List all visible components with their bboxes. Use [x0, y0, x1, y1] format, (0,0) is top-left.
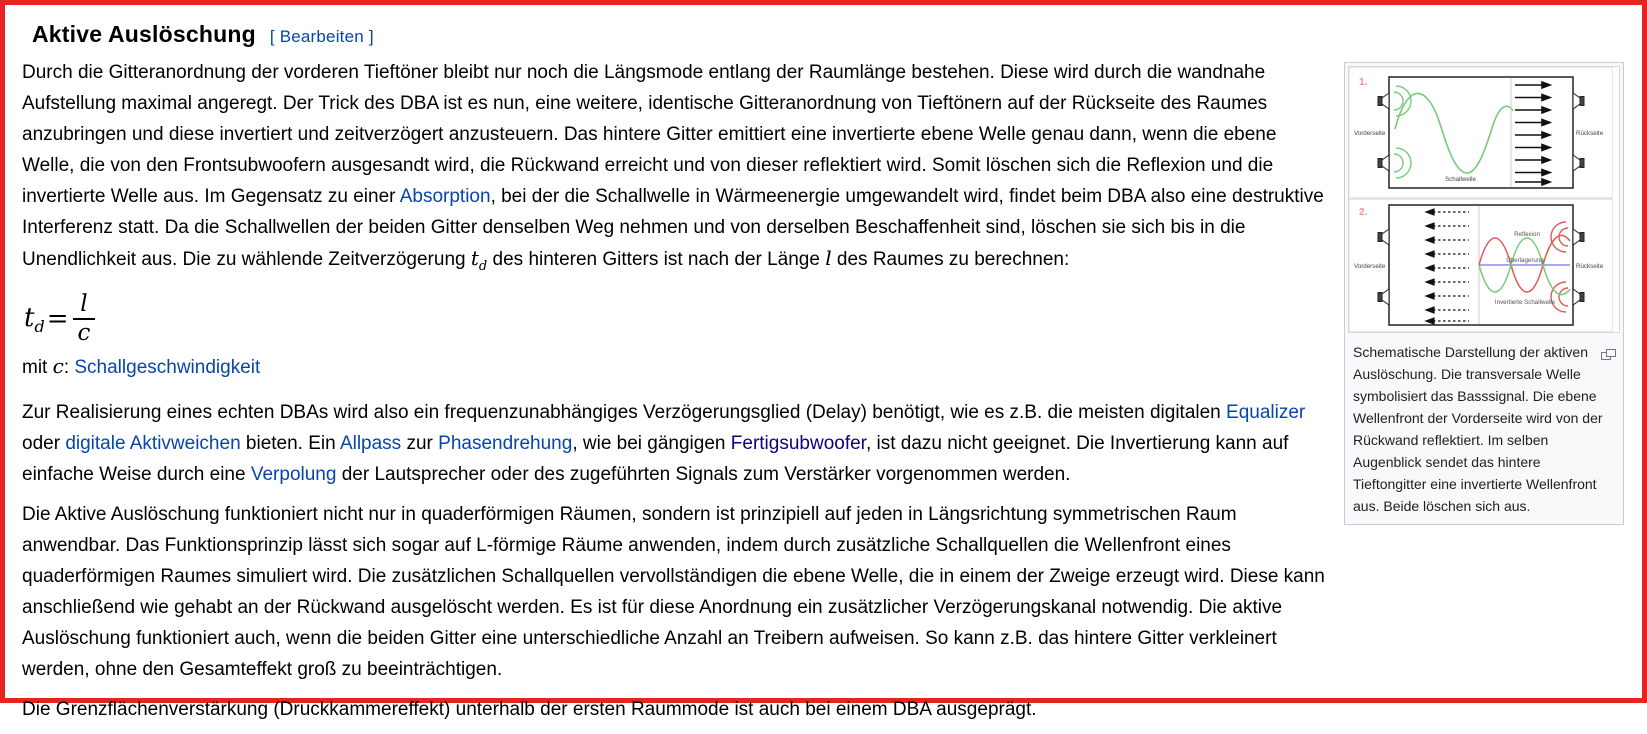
text-run: des Raumes zu berechnen:: [831, 249, 1070, 270]
diagram1-back-label: Rückseite: [1576, 130, 1604, 137]
edit-section-link[interactable]: [ Bearbeiten ]: [269, 27, 374, 46]
diagram1-number: 1.: [1359, 77, 1368, 88]
paragraph-raumformen: [22, 499, 1338, 685]
thumbnail-frame: [1344, 62, 1624, 525]
text-run: bieten. Ein: [240, 432, 340, 454]
math-variable: l: [825, 246, 832, 270]
inline-link[interactable]: Equalizer: [1226, 401, 1306, 423]
diagram2-back-label: Rückseite: [1576, 263, 1604, 270]
diagram2-reflection-label: Reflexion: [1514, 231, 1540, 238]
text-run: :: [63, 356, 75, 378]
diagram1-wave-label: Schallwelle: [1445, 176, 1476, 183]
section-heading-text: Aktive Auslöschung: [32, 21, 256, 47]
formula-legend: [22, 351, 1338, 383]
diagram2-overlay-label: Überlagerung: [1506, 257, 1544, 264]
thumbnail-caption: [1348, 333, 1620, 521]
math-formula: [24, 292, 1328, 347]
section-heading: [32, 21, 1624, 48]
diagram-1: [1349, 67, 1613, 198]
diagram2-front-label: Vorderseite: [1354, 263, 1386, 270]
thumbnail-caption-text: Schematische Darstellung der aktiven Auslöschung. Die transversale Welle symbolisiert das Basssignal. Die ebene Wellenfront der Vorderseite wird von der Rückwand reflektiert. Im selben Augenblick sendet das hintere Tieftongitter eine invertierte Wellenfront aus. Beide löschen sich aus.: [1353, 344, 1603, 514]
text-run: , bei der die Schallwelle in Wärmeenergie umgewandelt wird, findet beim DBA also eine destruktive Interferenz statt. Da die Schallwellen der beiden Gitter denselben Weg nehmen und von derselben Beschaffenheit sind, löschen sie sich bis in die Unendlichkeit aus. Die zu wählende Zeitverzögerung: [22, 186, 1324, 270]
text-run: Durch die Gitteranordnung der vorderen Tieftöner bleibt nur noch die Längsmode entlang der Raumlänge bestehen. Diese wird durch die wandnahe Aufstellung maximal angeregt. Der Trick des DBA ist es nun, eine weitere, identische Gitteranordnung von Tieftönern auf der Rückseite des Raumes anzubringen und diese invertiert und zeitverzögert anzusteuern. Das hintere Gitter emittiert eine invertierte ebene Welle genau dann, wenn die ebene Welle, die von den Frontsubwoofern ausgesandt wird, die Rückwand erreicht und von dieser reflektiert wird. Somit löschen sich die Reflexion und die invertierte Welle aus. Im Gegensatz zu einer: [22, 62, 1277, 207]
diagram-2: [1349, 198, 1613, 332]
math-variable: t: [470, 246, 479, 270]
formula-lhs: t: [24, 302, 35, 333]
diagram1-front-label: Vorderseite: [1354, 130, 1386, 137]
text-run: Die Aktive Auslöschung funktioniert nicht nur in quaderförmigen Räumen, sondern ist prinzipiell auf jeden in Längsrichtung symmetrischen Raum anwendbar. Das Funktionsprinzip lässt sich sogar auf L-förmige Räume anwenden, indem durch zusätzliche Schallquellen die Wellenfront eines quaderförmigen Raumes simuliert wird. Die zusätzlichen Schallquellen vervollständigen die ebene Welle, die in einem der Zweige erzeugt wird. Diese kann anschließend wie gehabt an der Rückwand ausgelöscht werden. Es ist für diese Anordnung ein zusätzlicher Verzögerungskanal notwendig. Die aktive Auslöschung funktioniert auch, wenn die beiden Gitter eine unterschiedliche Anzahl an Treibern aufweisen. So kann z.B. das hintere Gitter verkleinert werden, ohne den Gesamteffekt groß zu beeinträchtigen.: [22, 503, 1325, 680]
inline-link[interactable]: Verpolung: [250, 463, 337, 485]
magnify-icon[interactable]: [1601, 344, 1616, 366]
math-variable: c: [52, 353, 64, 378]
inline-link[interactable]: Schallgeschwindigkeit: [74, 356, 261, 378]
paragraph-grenzflaeche: [22, 694, 1338, 725]
inline-link[interactable]: Allpass: [339, 432, 402, 454]
paragraph-realisierung: [22, 397, 1338, 490]
inline-link[interactable]: Absorption: [399, 186, 491, 207]
formula-equals: =: [46, 304, 69, 335]
text-run: Zur Realisierung eines echten DBAs wird also ein frequenzunabhängiges Verzögerungsglied (Delay) benötigt, wie es z.B. die meisten digitalen: [22, 401, 1227, 423]
text-run: oder: [22, 432, 66, 454]
text-run: , wie bei gängigen: [572, 432, 731, 454]
thumbnail-image[interactable]: [1348, 66, 1620, 333]
formula-lhs-sub: d: [34, 316, 45, 336]
math-variable: d: [478, 259, 488, 274]
diagram2-number: 2.: [1359, 207, 1368, 218]
text-run: , ist dazu nicht geeignet. Die Invertierung kann auf einfache Weise durch eine: [22, 432, 1289, 485]
formula-numerator: l: [73, 292, 94, 320]
inline-link[interactable]: digitale Aktivweichen: [65, 432, 241, 454]
diagram2-inverted-label: Invertierte Schallwelle: [1494, 299, 1556, 306]
inline-link[interactable]: Fertigsubwoofer: [730, 432, 866, 454]
text-run: Die Grenzflächenverstärkung (Druckkammereffekt) unterhalb der ersten Raummode ist auch bei einem DBA ausgeprägt.: [22, 698, 1037, 720]
text-run: mit: [22, 356, 53, 378]
text-run: zur: [401, 432, 439, 454]
article-section: [5, 5, 1642, 734]
text-run: der Lautsprecher oder des zugeführten Signals zum Verstärker vorgenommen werden.: [336, 463, 1071, 485]
text-run: des hinteren Gitters ist nach der Länge: [487, 249, 826, 270]
formula-denominator: c: [77, 320, 91, 347]
inline-link[interactable]: Phasendrehung: [438, 432, 573, 454]
paragraph-intro: [22, 57, 1338, 282]
